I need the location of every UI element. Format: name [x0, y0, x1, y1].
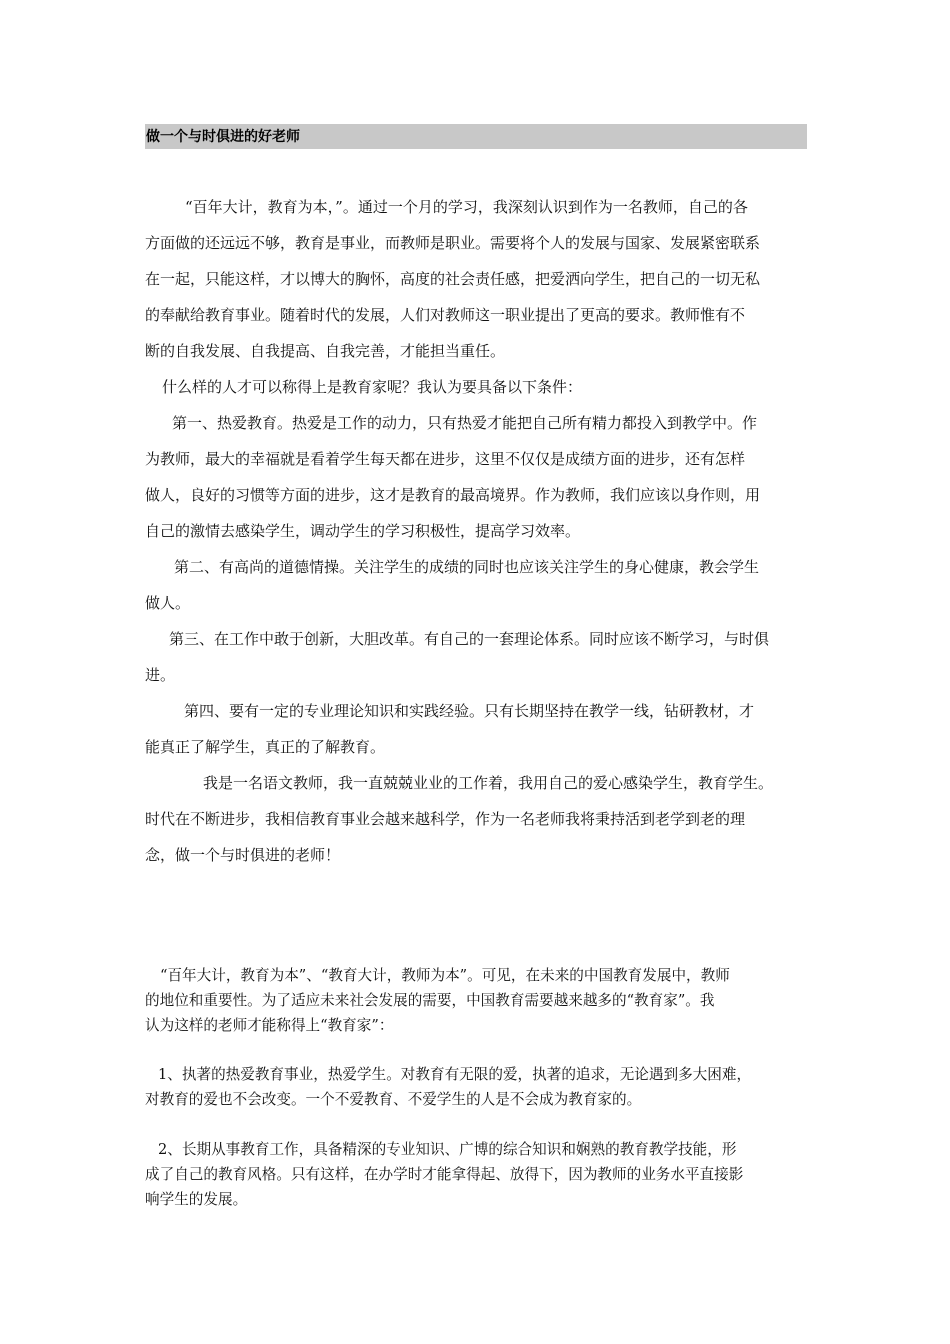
paragraph-line: 能真正了解学生，真正的了解教育。: [145, 738, 386, 756]
paragraph-line: 方面做的还远远不够，教育是事业，而教师是职业。需要将个人的发展与国家、发展紧密联系: [145, 234, 761, 252]
paragraph-line: 时代在不断进步，我相信教育事业会越来越科学，作为一名老师我将秉持活到老学到老的理: [145, 810, 746, 828]
document-title: 做一个与时俱进的好老师: [146, 129, 300, 145]
paragraph-line: 进。: [145, 666, 176, 684]
paragraph-line: 认为这样的老师才能称得上“教育家”：: [145, 1017, 394, 1034]
paragraph-line: 自己的激情去感染学生，调动学生的学习积极性，提高学习效率。: [145, 522, 581, 540]
paragraph-line: 第三、在工作中敢于创新，大胆改革。有自己的一套理论体系。同时应该不断学习，与时俱: [169, 630, 770, 648]
paragraph-line: 做人。: [145, 594, 191, 612]
paragraph-line: 响学生的发展。: [145, 1191, 248, 1208]
paragraph-line: 成了自己的教育风格。只有这样，在办学时才能拿得起、放得下，因为教师的业务水平直接影: [145, 1166, 744, 1183]
paragraph-line: 1、执著的热爱教育事业，热爱学生。对教育有无限的爱，执著的追求，无论遇到多大困难，: [158, 1066, 752, 1083]
paragraph-line: 为教师，最大的幸福就是看着学生每天都在进步，这里不仅仅是成绩方面的进步，还有怎样: [145, 450, 746, 468]
paragraph-line: 2、长期从事教育工作，具备精深的专业知识、广博的综合知识和娴熟的教育教学技能，形: [158, 1141, 737, 1158]
paragraph-line: 我是一名语文教师，我一直兢兢业业的工作着，我用自己的爱心感染学生，教育学生。: [203, 774, 774, 792]
paragraph-line: 的地位和重要性。为了适应未来社会发展的需要，中国教育需要越来越多的“教育家”。我: [145, 992, 715, 1009]
paragraph-line: “百年大计，教育为本”、“教育大计，教师为本”。可见，在未来的中国教育发展中，教师: [160, 967, 730, 984]
paragraph-line: 什么样的人才可以称得上是教育家呢？我认为要具备以下条件：: [162, 378, 583, 396]
paragraph-line: 在一起，只能这样，才以博大的胸怀，高度的社会责任感，把爱洒向学生，把自己的一切无私: [145, 270, 761, 288]
paragraph-line: 对教育的爱也不会改变。一个不爱教育、不爱学生的人是不会成为教育家的。: [145, 1091, 642, 1108]
paragraph-line: 的奉献给教育事业。随着时代的发展，人们对教师这一职业提出了更高的要求。教师惟有不: [145, 306, 746, 324]
paragraph-line: 第四、要有一定的专业理论知识和实践经验。只有长期坚持在教学一线，钻研教材，才: [184, 702, 755, 720]
paragraph-line: 第二、有高尚的道德情操。关注学生的成绩的同时也应该关注学生的身心健康，教会学生: [174, 558, 760, 576]
paragraph-line: “百年大计，教育为本，”。通过一个月的学习，我深刻认识到作为一名教师，自己的各: [185, 198, 748, 216]
paragraph-line: 做人，良好的习惯等方面的进步，这才是教育的最高境界。作为教师，我们应该以身作则，用: [145, 486, 761, 504]
paragraph-line: 第一、热爱教育。热爱是工作的动力，只有热爱才能把自己所有精力都投入到教学中。作: [172, 414, 758, 432]
paragraph-line: 断的自我发展、自我提高、自我完善，才能担当重任。: [145, 342, 506, 360]
paragraph-line: 念，做一个与时俱进的老师！: [145, 846, 341, 864]
